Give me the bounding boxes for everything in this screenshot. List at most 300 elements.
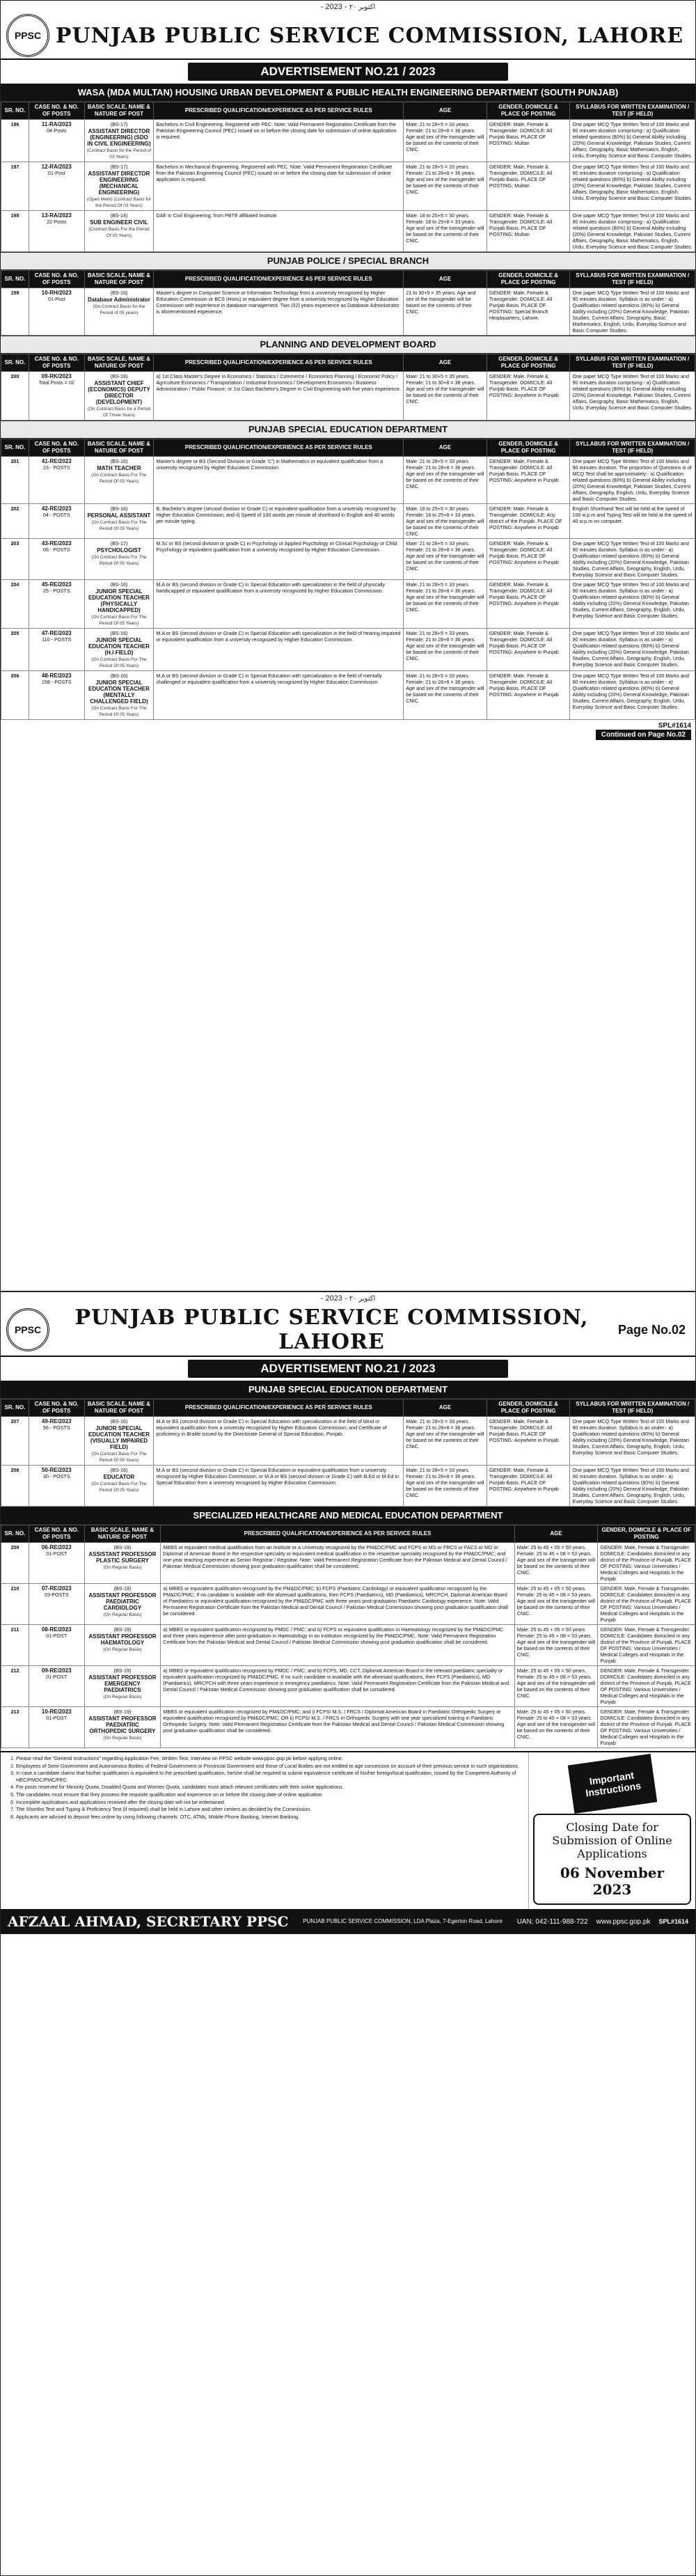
continued-label: Continued on Page No.02 [596, 730, 691, 740]
syllabus: One paper MCQ Type Written Test of 100 Marks and 90 minutes duration comprising:- a) Qualification related questions (80%) b) General Ability including (20%) General Knowledge, Pakistan Studies, Current Affairs, Geography, Basic Mathematics, English, Urdu, Everyday Science and Basic Computer Studies. [570, 162, 695, 211]
post-title: ASSISTANT PROFESSOR PLASTIC SURGERY [88, 1551, 157, 1564]
age-limit: Male: 25 to 45 + 05 = 50 years. Female: 25 to 45 + 08 = 53 years. Age and sex of the transgender will be based on the contents of their CNIC. [514, 1666, 598, 1707]
post-title: Database Administrator [87, 297, 150, 303]
basic-scale: (BS-18) [110, 373, 128, 379]
syllabus: One paper MCQ Type Written Test of 100 Marks and 90 minutes duration. Syllabus is as under:- a) Qualification related questions (80%) b) General Ability including (20%) General Knowledge, Pakistan Studies, Current Affairs, Geography, English, Urdu, Everyday Science and Basic Computer Studies. [570, 580, 695, 629]
urdu-date: ۲۰ اکتوبر [349, 1295, 376, 1303]
age-limit: Male: 25 to 45 + 05 = 50 years. Female: 25 to 45 + 08 = 53 years. Age and sex of the transgender will be based on the contents of their CNIC. [514, 1707, 598, 1748]
post-basis: (On Regular Basis) [103, 1736, 142, 1741]
post-basis: (On Contract Basis For The Period Of 05 Years) [91, 473, 147, 484]
post-basis: (On Regular Basis) [103, 1612, 142, 1617]
age-limit: Male: 21 to 28+5 = 33 years. Female: 21 to 28+8 = 36 years. Age and sex of the transgender will be based on the contents of their CNIC. [404, 457, 487, 504]
post-basis: (On Contract Basis For The Period Of 05 Years) [91, 657, 147, 668]
column-header: AGE [404, 439, 487, 457]
age-limit: Male: 25 to 45 + 05 = 50 years. Female: 25 to 45 + 08 = 53 years. Age and sex of the transgender will be based on the contents of their CNIC. [514, 1584, 598, 1625]
serial-number: 210 [1, 1584, 29, 1625]
post-count: 03-POSTS [44, 1592, 69, 1598]
notes-list [1, 1752, 528, 1909]
department-title: WASA (MDA MULTAN) HOUSING URBAN DEVELOPMENT & PUBLIC HEALTH ENGINEERING DEPARTMENT (SOUTH PUNJAB) [1, 84, 695, 102]
instructions-notes [1, 1751, 695, 1909]
department-title: PUNJAB POLICE / SPECIAL BRANCH [1, 252, 695, 270]
post-name [84, 1466, 154, 1507]
gender-domicile: GENDER: Male, Female & Transgender. DOMICILE: Candidates domiciled in any district of the Province of Punjab. PLACE OF POSTING: Various Universities / Medical Colleges and Hospitals in the Punjab [598, 1543, 695, 1584]
case-number [29, 1707, 84, 1748]
post-title: ASSISTANT DIRECTOR ENGINEERING (MECHANICAL ENGINEERING) [88, 171, 150, 196]
post-count: 01-POST [46, 1715, 68, 1721]
posts-table [1, 439, 695, 720]
gender-domicile: GENDER: Male, Female & Transgender. DOMICILE: Candidates domiciled in any district of the Province of Punjab. PLACE OF POSTING: Various Universities / Medical Colleges and Hospitals in the Punjab [598, 1584, 695, 1625]
table-row [1, 1625, 695, 1666]
secretary-name: AFZAAL AHMAD, SECRETARY PPSC [8, 1913, 289, 1930]
gender-domicile: GENDER: Male, Female & Transgender. DOMICILE: All Punjab Basis. PLACE OF POSTING: Multan [487, 120, 570, 162]
age-limit: Male: 18 to 25+5 = 30 years. Female: 18 to 25+8 = 33 years. Age and sex of the transgender will be based on the contents of their CNIC. [404, 504, 487, 539]
qualification: DAE in Civil Engineering; from PBTE affiliated Institute. [154, 211, 404, 252]
table-row [1, 504, 695, 539]
post-name [84, 288, 154, 336]
post-basis: (On Regular Basis) [103, 1565, 142, 1570]
age-limit: Male: 21 to 28+5 = 33 years. Female: 21 to 28+8 = 36 years. Age and sex of the transgender will be based on the contents of their CNIC. [404, 162, 487, 211]
serial-number: 203 [1, 539, 29, 580]
basic-scale: (BS-16) [110, 1467, 128, 1473]
post-count: 01-Post [47, 296, 65, 302]
gender-domicile: GENDER: Male, Female & Transgender. DOMICILE: Candidates domiciled in any district of the Province of Punjab. PLACE OF POSTING: Various Universities / Medical Colleges and Hospitals in the Punjab [598, 1666, 695, 1707]
gender-domicile: GENDER: Male, Female & Transgender. DOMICILE: All Punjab Basis. PLACE OF POSTING: Anywhere in Punjab [487, 629, 570, 671]
instruction-note: 2. Employees of Semi Government and Autonomous Bodies of Federal Government or Provincial Government and those of Local Bodies are not entitled to age concession on account of their previous service in such organizations. [16, 1763, 524, 1770]
post-basis: (Contract Basis for the Period of 03 Years) [86, 148, 152, 159]
qualification: B. Bachelor's degree (second division or Grade C) or equivalent qualification from a university recognized by Higher Education Commission; and ii) Speed of 100 words per minute of shorthand in English and 40 words per minute typing. [154, 504, 404, 539]
case-number [29, 1417, 84, 1466]
age-limit: Male: 21 to 28+5 = 33 years. Female: 21 to 28+8 = 36 years. Age and sex of the transgender will be based on the contents of their CNIC. [404, 1417, 487, 1466]
post-name [84, 539, 154, 580]
post-basis: (On Contract Basis For The Period Of 05 Years) [91, 520, 147, 531]
case-code: 11-RA/2023 [41, 121, 72, 127]
basic-scale: (BS-19) [113, 1626, 132, 1633]
instruction-note: 1. Please read the "General Instructions" regarding Application Fee, Written Test, Interview on PPSC website www.ppsc.gop.pk before applying online. [16, 1755, 524, 1762]
page-number: Page No.02 [617, 1322, 686, 1337]
column-header: SR. NO. [1, 439, 29, 457]
basic-scale: (BS-19) [113, 1585, 132, 1592]
gender-domicile: GENDER: Male, Female & Transgender. DOMICILE: All Punjab Basis. PLACE OF POSTING: Anywhere in Punjab [487, 457, 570, 504]
table-row [1, 1466, 695, 1507]
department-title: PLANNING AND DEVELOPMENT BOARD [1, 336, 695, 354]
instruction-note: 5. The candidates must ensure that they possess the requisite qualification and experience on or before the closing date of online application. [16, 1791, 524, 1798]
post-title: ASSISTANT PROFESSOR PAEDIATRIC ORTHOPEDIC SURGERY [88, 1715, 157, 1734]
serial-number: 208 [1, 1466, 29, 1507]
table-row [1, 288, 695, 336]
advertisement-page-2 [0, 1291, 696, 2576]
table-row [1, 1666, 695, 1707]
case-number [29, 162, 84, 211]
column-header: CASE NO. & NO. OF POSTS [29, 354, 84, 372]
basic-scale: (BS-17) [110, 540, 128, 547]
case-code: 09-RE/2023 [41, 1667, 72, 1674]
important-instructions-badge: Important Instructions [567, 1754, 657, 1814]
post-title: PSYCHOLOGIST [97, 547, 141, 553]
qualification: a) MBBS or equivalent qualification recognized by PMDC / PMC; and b) FCPS or equivalent qualification in Haematology recognized by the PM&DC/PMC and three years experience after post-graduation in Haematology in an institution recognized by the PM&DC/PMC. Note: Valid Permanent Registration Certificate from the Pakistan Medical and Dental Council / Pakistan Medical Commission showing post graduation qualification shall be considered. [161, 1625, 514, 1666]
column-header: CASE NO. & NO. OF POSTS [29, 1399, 84, 1417]
spl-code: SPL#1614 [658, 1917, 688, 1925]
serial-number: 199 [1, 288, 29, 336]
case-number [29, 504, 84, 539]
post-name [84, 671, 154, 720]
serial-number: 206 [1, 671, 29, 720]
post-count: 30 - POSTS [42, 1473, 70, 1479]
column-header: GENDER, DOMICILE & PLACE OF POSTING [487, 354, 570, 372]
serial-number: 207 [1, 1417, 29, 1466]
post-title: JUNIOR SPECIAL EDUCATION TEACHER (H.I FIELD) [88, 637, 150, 656]
basic-scale: (BS-19) [113, 1709, 132, 1715]
post-title: ASSISTANT DIRECTOR (ENGINEERING) (SDO IN CIVIL ENGINEERING) [87, 128, 151, 147]
column-header: AGE [404, 354, 487, 372]
column-header: PRESCRIBED QUALIFICATION/EXPERIENCE AS PER SERVICE RULES [161, 1525, 514, 1543]
qualification: M.A or BS (second division or Grade C) in Special Education with specialization in the field of hearing impaired or equivalent qualification from a university recognized by Higher Education Commission. [154, 629, 404, 671]
table-row [1, 1584, 695, 1625]
phone-number: UAN: 042-111-988-722 [516, 1917, 588, 1926]
column-header: CASE NO. & NO. OF POSTS [29, 271, 84, 288]
column-header: BASIC SCALE, NAME & NATURE OF POST [84, 1525, 161, 1543]
post-name [84, 1625, 161, 1666]
case-number [29, 1584, 84, 1625]
qualification: M.A or BS (second division or Grade C) in Special Education or equivalent qualification from a university recognized by Higher Education Commission; or M.A or BS (second division or Grade C) with B.Ed or M.Ed in Special Education from a university recognized by Higher Education Commission. [154, 1466, 404, 1507]
gender-domicile: GENDER: Male, Female & Transgender. DOMICILE: Candidates domiciled in any district of the Province of Punjab. PLACE OF POSTING: Various Universities / Medical Colleges and Hospitals in the Punjab [598, 1625, 695, 1666]
syllabus: One paper MCQ Type Written Test of 100 Marks and 90 minutes duration. Syllabus is as under:- a) Qualification related questions (80%) b) General Ability including (20%) General Knowledge, Pakistan Studies, Current Affairs, Geography, English, Urdu, Everyday Science and Basic Computer Studies. [570, 671, 695, 720]
column-header: BASIC SCALE, NAME & NATURE OF POST [84, 271, 154, 288]
page-1-sections [1, 84, 695, 720]
syllabus: One paper MCQ Type Written Test of 100 Marks and 90 minutes duration comprising:- a) Qualification related questions (80%) b) General Ability including (20%) General Knowledge, Pakistan Studies, Current Affairs, Geography, Basic Mathematics, English, Urdu, Everyday Science and Basic Computer Studies. [570, 372, 695, 421]
closing-date: 06 November 2023 [560, 1864, 665, 1898]
post-title: ASSISTANT PROFESSOR PAEDIATRIC CARDIOLOGY [88, 1592, 157, 1611]
table-row [1, 629, 695, 671]
post-count: 158 - POSTS [41, 679, 72, 685]
column-header: CASE NO. & NO. OF POSTS [29, 439, 84, 457]
qualification: Bachelors in Mechanical Engineering. Registered with PEC. Note: Valid Permanent Registration Certificate from the Pakistan Engineering Council (PEC) issued on or before the closing date for submission of online application is required. [154, 162, 404, 211]
post-name [84, 372, 154, 421]
post-title: PERSONAL ASSISTANT [87, 512, 151, 519]
column-header: BASIC SCALE, NAME & NATURE OF POST [84, 439, 154, 457]
column-header: PRESCRIBED QUALIFICATION/EXPERIENCE AS PER SERVICE RULES [154, 439, 404, 457]
age-limit: Male: 21 to 28+5 = 33 years. Female: 21 to 28+8 = 36 years. Age and sex of the transgender will be based on the contents of their CNIC. [404, 539, 487, 580]
urdu-date: ۲۰ اکتوبر [349, 3, 376, 11]
post-basis: (On Contract Basis For The Period Of 05 Years) [91, 1482, 147, 1493]
publication-date: - 2023 - ۲۰ اکتوبر [320, 1294, 376, 1303]
post-name [84, 1707, 161, 1748]
post-basis: (On Contract Basis For The Period Of 05 Years) [91, 1452, 147, 1463]
post-name [84, 1417, 154, 1466]
case-code: 49-RE/2023 [41, 1418, 72, 1424]
qualification: Master's degree in Computer Science or Information Technology from a university recognized by Higher Education Commission or BCS (Hons) or equivalent degree from a university recognized by Higher Education Commission with experience in database management. Two (02) years experience as Database Administrator is aforementioned experience. [154, 288, 404, 336]
gender-domicile: GENDER: Male, Female & Transgender. DOMICILE: All Punjab Basis. PLACE OF POSTING: Anywhere in Punjab [487, 671, 570, 720]
post-count: Total Posts = 02 [38, 379, 74, 386]
case-number [29, 1466, 84, 1507]
post-name [84, 1584, 161, 1625]
table-row [1, 457, 695, 504]
spl-code: SPL#1614 [658, 722, 691, 730]
website-link[interactable]: www.ppsc.gop.pk [596, 1917, 651, 1926]
masthead [1, 13, 695, 60]
table-row [1, 1543, 695, 1584]
column-header: SYLLABUS FOR WRITTEN EXAMINATION / TEST (IF HELD) [570, 1399, 695, 1417]
ppsc-logo-icon: PPSC [6, 1308, 49, 1351]
basic-scale: (BS-16) [110, 290, 128, 296]
basic-scale: (BS-17) [110, 121, 128, 127]
column-header: CASE NO. & NO. OF POSTS [29, 1525, 84, 1543]
basic-scale: (BS-16) [110, 673, 128, 679]
case-number [29, 288, 84, 336]
basic-scale: (BS-14) [110, 212, 128, 219]
basic-scale: (BS-16) [110, 581, 128, 588]
qualification: MBBS or equivalent qualification recognized by PM&DC/PMC; and i) FCPS/ M.S. / FRCS / Diplomat American Board in Paediatric Orthopedic Surgery or equivalent qualification recognized by PM&DC/PMC; OR ii) FCPS/ M.S. / FRCS in Orthopedic Surgery with one year specialized training in Paediatric Orthopedic Surgery. Note: Valid Permanent Registration Certificate from the Pakistan Medical and Dental Council / Pakistan Medical Commission showing post graduation qualification shall be considered. [161, 1707, 514, 1748]
case-code: 42-RE/2023 [41, 505, 72, 512]
serial-number: 200 [1, 372, 29, 421]
case-code: 43-RE/2023 [41, 540, 72, 547]
closing-date-panel [533, 1814, 691, 1905]
column-header: GENDER, DOMICILE & PLACE OF POSTING [487, 102, 570, 120]
column-header: SYLLABUS FOR WRITTEN EXAMINATION / TEST (IF HELD) [570, 354, 695, 372]
column-header: SYLLABUS FOR WRITTEN EXAMINATION / TEST (IF HELD) [570, 102, 695, 120]
table-row [1, 1707, 695, 1748]
table-row [1, 580, 695, 629]
qualification: a) 1st Class Master's Degree in Economics / Statistics / Commerce / Economics Planning / Economic Policy / Agriculture Economics / Transportation / Industrial Economics / Development Economics / Business Administration / Public Finance; or 1st Class Bachelor's Degree in Civil Engineering with five years experience. [154, 372, 404, 421]
post-name [84, 211, 154, 252]
department-title: PUNJAB SPECIAL EDUCATION DEPARTMENT [1, 421, 695, 439]
post-title: JUNIOR SPECIAL EDUCATION TEACHER (PHYSICALLY HANDICAPPED) [88, 588, 150, 613]
post-count: 04 - POSTS [42, 512, 70, 518]
post-title: JUNIOR SPECIAL EDUCATION TEACHER (MENTALLY CHALLENGED FIELD) [88, 680, 150, 705]
post-title: MATH TEACHER [97, 465, 141, 471]
column-header: BASIC SCALE, NAME & NATURE OF POST [84, 354, 154, 372]
age-limit: Male: 18 to 25+5 = 30 years. Female: 18 to 25+8 = 33 years. Age and sex of the transgender will be based on the contents of their CNIC. [404, 211, 487, 252]
case-code: 07-RE/2023 [41, 1585, 72, 1592]
page-title: PUNJAB PUBLIC SERVICE COMMISSION, LAHORE [74, 1305, 589, 1354]
column-header: SR. NO. [1, 102, 29, 120]
case-number [29, 1543, 84, 1584]
basic-scale: (BS-16) [110, 1418, 128, 1424]
post-basis: (On Regular Basis) [103, 1695, 142, 1699]
case-code: 41-RE/2023 [41, 458, 72, 464]
syllabus: One paper MCQ Type Written Test of 100 Marks and 90 minutes duration. Syllabus is as under:- a) Qualification related questions (80%) b) General Ability including (20%) General Knowledge, Pakistan Studies, Current Affairs, Geography, English, Urdu, Everyday Science and Basic Computer Studies. [570, 539, 695, 580]
serial-number: 198 [1, 211, 29, 252]
basic-scale: (BS-17) [110, 164, 128, 170]
post-basis: (On Contract Basis For The Period Of 05 Years) [91, 706, 147, 717]
case-code: 13-RA/2023 [41, 212, 72, 219]
case-number [29, 1666, 84, 1707]
gender-domicile: GENDER: Male, Female & Transgender. DOMICILE: All Punjab Basis. PLACE OF POSTING: Anywhere in Punjab [487, 1466, 570, 1507]
page-1-footer [1, 720, 695, 742]
case-number [29, 580, 84, 629]
post-title: SUB ENGINEER CIVIL [90, 219, 148, 226]
column-header: SR. NO. [1, 1399, 29, 1417]
case-number [29, 211, 84, 252]
gender-domicile: GENDER: Male, Female & Transgender. DOMICILE: All Punjab Basis. PLACE OF POSTING: Special Branch Headquarters, Lahore. [487, 288, 570, 336]
department-title: PUNJAB SPECIAL EDUCATION DEPARTMENT [1, 1381, 695, 1399]
closing-date-box [528, 1752, 695, 1909]
post-name [84, 580, 154, 629]
post-basis: (On Contract Basis For The Period Of 05 Years) [91, 555, 147, 566]
gender-domicile: GENDER: Male, Female & Transgender. DOMICILE: Any district of the Punjab. PLACE OF POSTING: Anywhere in Punjab [487, 504, 570, 539]
post-title: ASSISTANT CHIEF (ECONOMICS) DEPUTY DIRECTOR (DEVELOPMENT) [88, 380, 150, 405]
case-code: 09-RK/2023 [41, 373, 72, 379]
signature-bar [1, 1909, 695, 1934]
serial-number: 204 [1, 580, 29, 629]
serial-number: 209 [1, 1543, 29, 1584]
contact-info [517, 1918, 688, 1926]
column-header: BASIC SCALE, NAME & NATURE OF POST [84, 102, 154, 120]
syllabus: One paper MCQ Type Written Test of 100 Marks and 90 minutes duration. Syllabus is as under:- a) Qualification related questions (80%) b) General Ability including (20%) General Knowledge, Pakistan Studies, Current Affairs, Geography, English, Urdu, Everyday Science and Basic Computer Studies. [570, 1417, 695, 1466]
case-code: 45-RE/2023 [41, 581, 72, 588]
post-name [84, 1666, 161, 1707]
syllabus: One paper MCQ Type Written Test of 100 Marks and 90 minutes duration comprising:- a) Qualification related questions (80%) b) General Ability including (20%) General Knowledge, Pakistan Studies, Current Affairs, Geography, Basic Mathematics, English, Urdu, Everyday Science and Basic Computer Studies. [570, 211, 695, 252]
syllabus: One paper MCQ Type Written Test of 100 Marks and 90 minutes duration comprising:- a) Qualification related questions (80%) b) General Ability including (20%) General Knowledge, Pakistan Studies, Current Affairs, Geography, Basic Mathematics, English, Urdu, Everyday Science and Basic Computer Studies. [570, 120, 695, 162]
qualification: M.Sc or BS (second division or grade C) in Psychology or Applied Psychology or Clinical Psychology or Child Psychology or equivalent qualification from a university recognized by Higher Education Commission. [154, 539, 404, 580]
case-code: 10-RH/2023 [41, 290, 72, 296]
case-code: 06-RE/2023 [41, 1544, 72, 1550]
case-number [29, 457, 84, 504]
serial-number: 211 [1, 1625, 29, 1666]
post-count: 56 - POSTS [42, 1424, 70, 1431]
column-header: SYLLABUS FOR WRITTEN EXAMINATION / TEST (IF HELD) [570, 271, 695, 288]
post-basis: (On Contract Basis for the Period of 05 years) [93, 304, 145, 315]
basic-scale: (BS-19) [113, 1544, 132, 1550]
column-header: PRESCRIBED QUALIFICATION/EXPERIENCE AS PER SERVICE RULES [154, 102, 404, 120]
age-limit: Male: 25 to 45 + 05 = 50 years. Female: 25 to 45 + 08 = 53 years. Age and sex of the transgender will be based on the contents of their CNIC. [514, 1625, 598, 1666]
gender-domicile: GENDER: Male, Female & Transgender. DOMICILE: All Punjab Basis. PLACE OF POSTING: Multan [487, 211, 570, 252]
age-limit: Male: 21 to 28+5 = 33 years. Female: 21 to 28+8 = 36 years. Age and sex of the transgender will be based on the contents of their CNIC. [404, 671, 487, 720]
table-row [1, 671, 695, 720]
post-basis: (On Contract Basis For The Period Of 05 Years) [91, 615, 147, 626]
table-row [1, 162, 695, 211]
column-header: AGE [404, 271, 487, 288]
post-count: 04-Posts [47, 127, 67, 134]
column-header: GENDER, DOMICILE & PLACE OF POSTING [487, 439, 570, 457]
post-basis: (On Contract Basis for a Period Of Three Years) [87, 407, 151, 418]
column-header: BASIC SCALE, NAME & NATURE OF POST [84, 1399, 154, 1417]
post-count: 25 - POSTS [42, 588, 70, 594]
column-header: SYLLABUS FOR WRITTEN EXAMINATION / TEST (IF HELD) [570, 439, 695, 457]
serial-number: 212 [1, 1666, 29, 1707]
gender-domicile: GENDER: Male, Female & Transgender. DOMICILE: All Punjab Basis. PLACE OF POSTING: Anywhere in Punjab [487, 580, 570, 629]
post-count: 01-POST [46, 1550, 68, 1557]
column-header: SR. NO. [1, 354, 29, 372]
post-name [84, 629, 154, 671]
qualification: M.A or BS (second division or Grade C) in Special Education with specialization in the field of physically handicapped or equivalent qualification from a university recognized by Higher Education Commission. [154, 580, 404, 629]
gender-domicile: GENDER: Male, Female & Transgender. DOMICILE: All Punjab Basis. PLACE OF POSTING: Multan [487, 162, 570, 211]
age-limit: Male: 21 to 28+5 = 33 years. Female: 21 to 28+8 = 36 years. Age and sex of the transgender will be based on the contents of their CNIC. [404, 629, 487, 671]
basic-scale: (BS-16) [110, 630, 128, 636]
column-header: PRESCRIBED QUALIFICATION/EXPERIENCE AS PER SERVICE RULES [154, 1399, 404, 1417]
syllabus: English Shorthand Test will be held at the speed of 100 w.p.m and Typing Test will be held at the speed of 40 w.p.m on computer. [570, 504, 695, 539]
instruction-note: 3. In case a candidate claims that his/her qualification is equivalent to the prescribed qualification, he/she shall be required to submit equivalence certificate of his/her foreign/local qualification, issued by the Competent Authority of HEC/PMDC/PMC/PEC. [16, 1770, 524, 1783]
column-header: CASE NO. & NO. OF POSTS [29, 102, 84, 120]
qualification: a) MBBS or equivalent qualification recognized by the PM&DC/PMC; b) FCPS (Paediatric Cardiology) or equivalent qualification recognized by the PM&DC/PMC; If no candidate is available with the aforesaid qualifications, then FCPS (Paediatrics), MD (Paediatrics), MRCPCH, Diplomat American Board of Paediatrics or equivalent qualification recognized by the PM&DC/PMC with three years post-graduation Paediatric Cardiology experience. Note: Valid Permanent Registration Certificate from the Pakistan Medical and Dental Council / Pakistan Medical Commission showing post graduation qualification shall be considered. [161, 1584, 514, 1625]
age-limit: Male: 21 to 28+5 = 33 years. Female: 21 to 28+8 = 36 years. Age and sex of the transgender will be based on the contents of their CNIC. [404, 1466, 487, 1507]
page-title: PUNJAB PUBLIC SERVICE COMMISSION, LAHORE [55, 23, 684, 48]
post-count: 06 - POSTS [42, 547, 70, 553]
age-limit: Male: 21 to 30+5 = 35 years. Female: 21 to 30+8 = 38 years. Age and sex of the transgender will be based on the contents of their CNIC. [404, 372, 487, 421]
column-header: SR. NO. [1, 1525, 29, 1543]
qualification: Bachelors in Civil Engineering. Registered with PEC. Note: Valid Permanent Registration Certificate from the Pakistan Engineering Council (PEC) issued on or before the closing date for submission of online application is required. [154, 120, 404, 162]
case-number [29, 1625, 84, 1666]
serial-number: 197 [1, 162, 29, 211]
case-code: 12-RA/2023 [41, 164, 72, 170]
age-limit: 21 to 30+5 = 35 years. Age and sex of the transgender will be based on the contents of their CNIC. [404, 288, 487, 336]
serial-number: 196 [1, 120, 29, 162]
case-code: 10-RE/2023 [41, 1709, 72, 1715]
page-2-sections [1, 1381, 695, 1748]
post-count: 23 - POSTS [42, 464, 70, 471]
posts-table [1, 102, 695, 252]
post-name [84, 504, 154, 539]
case-number [29, 120, 84, 162]
table-row [1, 372, 695, 421]
serial-number: 213 [1, 1707, 29, 1748]
column-header: AGE [514, 1525, 598, 1543]
department-title: SPECIALIZED HEALTHCARE AND MEDICAL EDUCATION DEPARTMENT [1, 1507, 695, 1525]
case-number [29, 671, 84, 720]
age-limit: Male: 25 to 45 + 05 = 50 years. Female: 25 to 45 + 08 = 53 years. Age and sex of the transgender will be based on the contents of their CNIC. [514, 1543, 598, 1584]
serial-number: 205 [1, 629, 29, 671]
column-header: GENDER, DOMICILE & PLACE OF POSTING [598, 1525, 695, 1543]
qualification: M.A or BS (second division or Grade C) in Special Education with specialization in the field of blind or equivalent qualification from a university recognized by Higher Education Commission; and Certificate of proficiency in Braille issued by the Directorate General of Special Education, Punjab. [154, 1417, 404, 1466]
column-header: AGE [404, 1399, 487, 1417]
case-code: 48-RE/2023 [41, 673, 72, 679]
case-number [29, 629, 84, 671]
basic-scale: (BS-16) [110, 458, 128, 464]
case-code: 08-RE/2023 [41, 1626, 72, 1633]
syllabus: One paper MCQ Type Written Test of 100 Marks and 90 minutes duration. The proportion of Questions is of MCQ Test shall be approximately:- a) Qualification related questions (80%) b) General Ability including (20%) General Knowledge, Pakistan Studies, Current Affairs, Geography, English, Urdu, Everyday Science and Basic Computer Studies. [570, 457, 695, 504]
table-row [1, 120, 695, 162]
closing-date-label: Closing Date for Submission of Online Applications [552, 1821, 672, 1860]
post-name [84, 162, 154, 211]
post-count: 01-POST [46, 1633, 68, 1639]
case-code: 50-RE/2023 [41, 1467, 72, 1473]
age-limit: Male: 21 to 28+5 = 33 years. Female: 21 to 28+8 = 36 years. Age and sex of the transgender will be based on the contents of their CNIC. [404, 580, 487, 629]
table-row [1, 1417, 695, 1466]
post-basis: (On Regular Basis) [103, 1647, 142, 1652]
post-title: JUNIOR SPECIAL EDUCATION TEACHER (VISUALLY IMPAIRED FIELD) [88, 1425, 150, 1450]
column-header: GENDER, DOMICILE & PLACE OF POSTING [487, 1399, 570, 1417]
post-title: ASSISTANT PROFESSOR HAEMATOLOGY [88, 1633, 157, 1646]
serial-number: 202 [1, 504, 29, 539]
column-header: AGE [404, 102, 487, 120]
gender-domicile: GENDER: Male, Female & Transgender. DOMICILE: Candidates domiciled in any district of the Province of Punjab. PLACE OF POSTING: Various Universities / Medical Colleges and Hospitals in the Punjab [598, 1707, 695, 1748]
column-header: PRESCRIBED QUALIFICATION/EXPERIENCE AS PER SERVICE RULES [154, 271, 404, 288]
qualification: MBBS or equivalent medical qualification from an institute or a University recognized by the PM&DC/PMC and FCPS or MS or FRCS or FACS or MD or Diplomat of American Board in the respective speciality or equivalent medical qualification in the respective speciality recognized by the PM&DC/PMC; and one year teaching experience as Senior Registrar / Registrar. Note: Valid Permanent Registration Certificate from the Pakistan Medical and Dental Council / Pakistan Medical Commission showing post graduation qualification shall be considered. [161, 1543, 514, 1584]
advertisement-number: ADVERTISEMENT NO.21 / 2023 [188, 63, 507, 81]
post-count: 01-Post [47, 170, 65, 176]
column-header: SR. NO. [1, 271, 29, 288]
posts-table [1, 270, 695, 336]
instruction-note: 7. The Shortlist Test and Typing & Proficiency Test (if required) shall be held in Lahore and other centers as decided by the Commission. [16, 1806, 524, 1813]
post-title: EDUCATOR [103, 1474, 135, 1480]
post-name [84, 457, 154, 504]
publication-date: - 2023 - ۲۰ اکتوبر [320, 3, 376, 11]
qualification: M.A or BS (second division or Grade C) in Special Education with specialization in the field of mentally challenged or equivalent qualification from a university recognized by Higher Education Commission. [154, 671, 404, 720]
qualification: Master's degree or BS (Second Division or Grade 'C') in Mathematics or equivalent qualification from a university recognized by Higher Education Commission. [154, 457, 404, 504]
instruction-note: 8. Applicants are advised to deposit fees online by using following channels: OTC, ATMs, Mobile Phone Banking, Internet Banking. [16, 1814, 524, 1821]
case-number [29, 372, 84, 421]
advertisement-number: ADVERTISEMENT NO.21 / 2023 [188, 1360, 507, 1378]
age-limit: Male: 21 to 28+5 = 33 years. Female: 21 to 28+8 = 36 years. Age and sex of the transgender will be based on the contents of their CNIC. [404, 120, 487, 162]
gender-domicile: GENDER: Male, Female & Transgender. DOMICILE: All Punjab Basis. PLACE OF POSTING: Anywhere in Punjab [487, 372, 570, 421]
table-row [1, 211, 695, 252]
post-basis: (Contract Basis For the Period Of 03 Years) [88, 227, 150, 238]
ppsc-logo-icon: PPSC [6, 14, 49, 57]
column-header: GENDER, DOMICILE & PLACE OF POSTING [487, 271, 570, 288]
post-name [84, 1543, 161, 1584]
post-count: 22-Posts [47, 219, 67, 225]
syllabus: One paper MCQ Type Written Test of 100 Marks and 90 minutes duration. Syllabus is as under:- a) Qualification related questions (80%) b) General Ability including (20%) General Knowledge, Pakistan Studies, Current Affairs, Geography, English, Urdu, Everyday Science and Basic Computer Studies. [570, 629, 695, 671]
gender-domicile: GENDER: Male, Female & Transgender. DOMICILE: All Punjab Basis. PLACE OF POSTING: Anywhere in Punjab [487, 539, 570, 580]
